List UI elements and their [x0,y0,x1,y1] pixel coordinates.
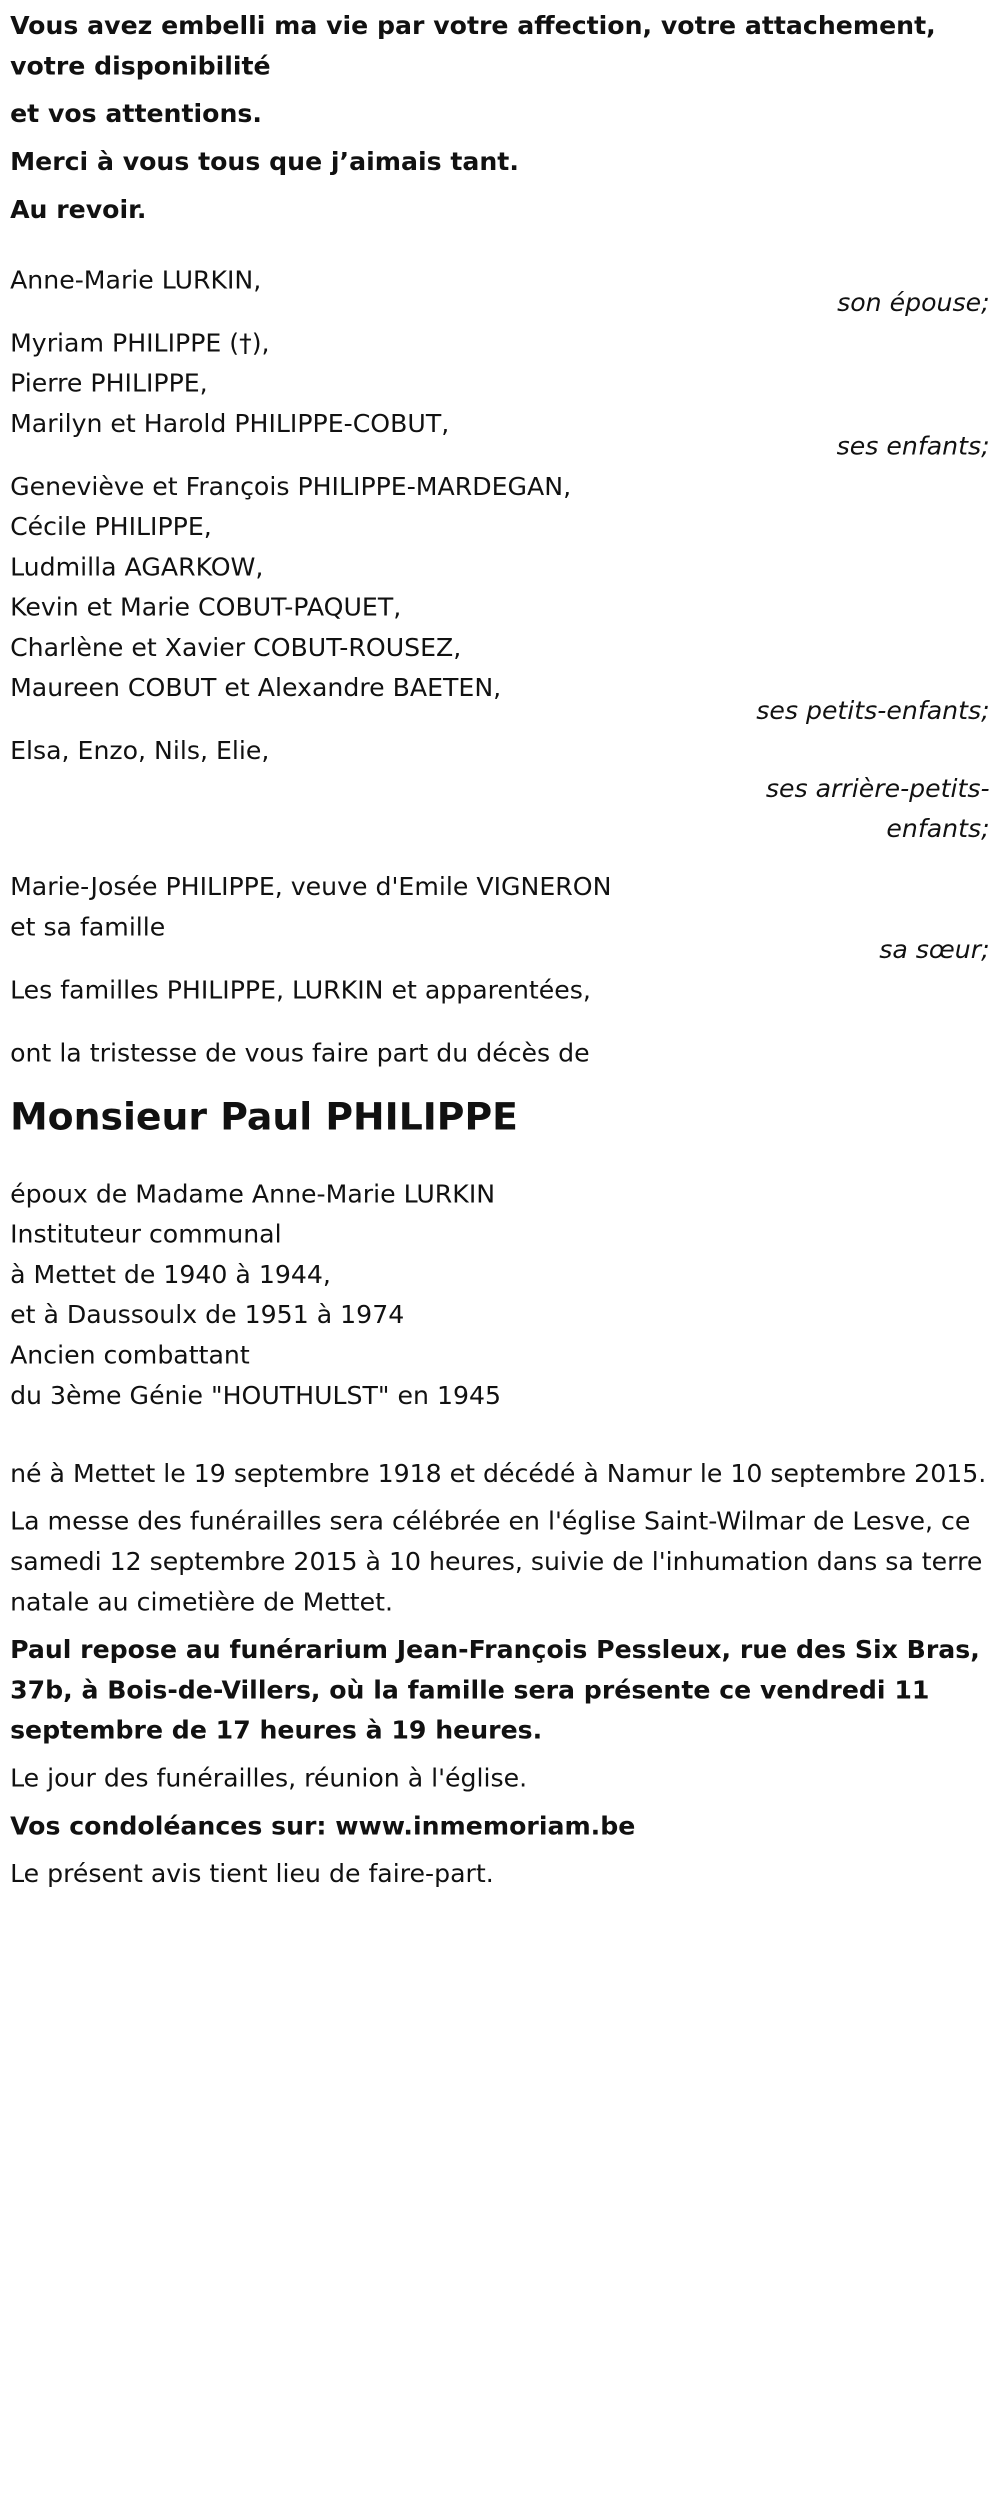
family-spouse [10,259,990,322]
bio-line: Instituteur communal [10,1218,282,1249]
family-name: Pierre PHILIPPE, [10,367,208,398]
meeting-info: Le jour des funérailles, réunion à l'église. [10,1762,528,1793]
family-name: Les familles PHILIPPE, LURKIN et apparentées, [10,974,591,1005]
bio-line: à Mettet de 1940 à 1944, [10,1259,331,1290]
deceased-name: Monsieur Paul PHILIPPE [10,1095,518,1140]
family-grandchildren [10,466,990,730]
family-role: ses enfants; [836,430,990,461]
bio-line: du 3ème Génie "HOUTHULST" en 1945 [10,1379,502,1411]
family-great-grandchildren [10,730,990,848]
family-name: Charlène et Xavier COBUT-ROUSEZ, [10,632,462,663]
family-name: Elsa, Enzo, Nils, Elie, [10,735,270,766]
biography [10,1173,990,1415]
intro-line: Au revoir. [10,193,147,225]
family-name: Marie-Josée PHILIPPE, veuve d'Emile VIGNERON [10,871,612,902]
intro-text [10,5,990,229]
closing-note: Le présent avis tient lieu de faire-part. [10,1858,494,1889]
funerarium-info: Paul repose au funérarium Jean-François Pessleux, rue des Six Bras, 37b, à Bois-de-Villers, où la famille sera présente ce vendredi 11 septembre de 17 heures à 19 heures. [10,1634,980,1745]
intro-line: et vos attentions. [10,98,262,129]
family-name: Maureen COBUT et Alexandre BAETEN, [10,672,502,703]
birth-death: né à Mettet le 19 septembre 1918 et décédé à Namur le 10 septembre 2015. [10,1457,987,1489]
family-children [10,322,990,466]
family-role: ses petits-enfants; [756,694,990,726]
family-name: Marilyn et Harold PHILIPPE-COBUT, [10,407,450,439]
intro-line: Vous avez embelli ma vie par votre affection, votre attachement, votre disponibilité [10,10,936,81]
obituary-content [10,5,990,1901]
family-families [10,969,990,1009]
announcement: ont la tristesse de vous faire part du décès de [10,1037,590,1068]
bio-line: époux de Madame Anne-Marie LURKIN [10,1178,496,1209]
family-name: Cécile PHILIPPE, [10,511,212,542]
bio-line: et à Daussoulx de 1951 à 1974 [10,1299,405,1330]
family-name: Geneviève et François PHILIPPE-MARDEGAN, [10,470,572,502]
family-name: Ludmilla AGARKOW, [10,551,264,582]
condolences-info: Vos condoléances sur: www.inmemoriam.be [10,1810,636,1841]
intro-line: Merci à vous tous que j’aimais tant. [10,146,519,177]
funeral-mass: La messe des funérailles sera célébrée en l'église Saint-Wilmar de Lesve, ce samedi 12 septembre 2015 à 10 heures, suivie de l'inhumation dans sa terre natale au cimetière de Mettet. [10,1505,983,1617]
family-name: Anne-Marie LURKIN, [10,264,262,295]
family-role: ses arrière-petits- [765,773,990,804]
family-name: Kevin et Marie COBUT-PAQUET, [10,591,402,622]
family-name: et sa famille [10,911,166,942]
family-role: enfants; [886,813,990,844]
bio-line: Ancien combattant [10,1339,250,1370]
family-role: sa sœur; [879,934,990,965]
family-role: son épouse; [837,287,990,318]
family-sister [10,866,990,969]
family-name: Myriam PHILIPPE (†), [10,327,270,358]
